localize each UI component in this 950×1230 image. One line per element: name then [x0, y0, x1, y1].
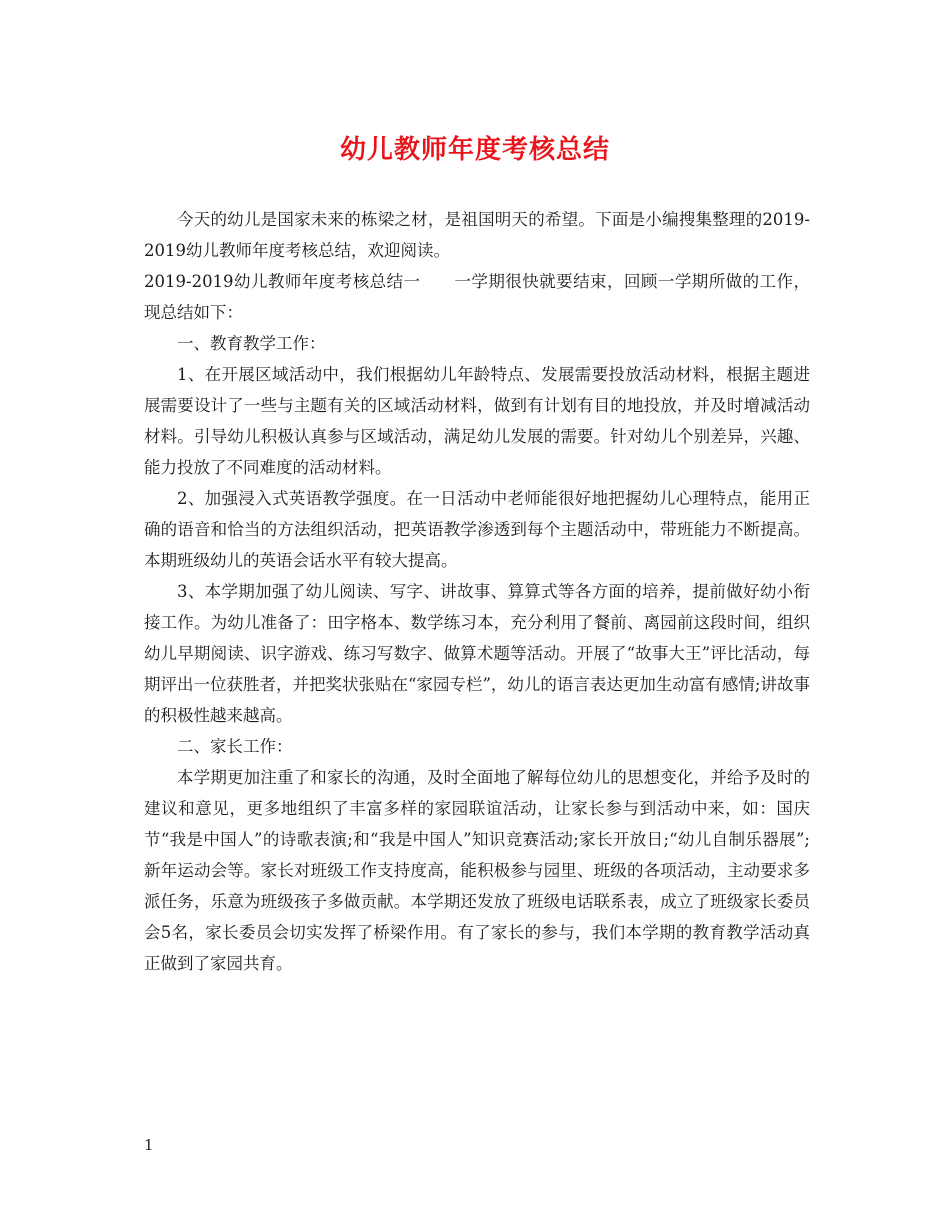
- document-title: 幼儿教师年度考核总结: [339, 135, 610, 165]
- paragraph-item-1: 1、在开展区域活动中，我们根据幼儿年龄特点、发展需要投放活动材料，根据主题进展需要设计了一些与主题有关的区域活动材料，做到有计划有目的地投放，并及时增减活动材料。引导幼儿积极认真参与区域活动，满足幼儿发展的需要。针对幼儿个别差异，兴趣、能力投放了不同难度的活动材料。: [144, 365, 810, 477]
- paragraph-summary-opening: 2019-2019幼儿教师年度考核总结一 一学期很快就要结束，回顾一学期所做的工作，现总结如下：: [144, 272, 810, 322]
- paragraph-intro: 今天的幼儿是国家未来的栋梁之材，是祖国明天的希望。下面是小编搜集整理的2019-2019幼儿教师年度考核总结，欢迎阅读。: [144, 210, 810, 260]
- paragraph-item-3: 3、本学期加强了幼儿阅读、写字、讲故事、算算式等各方面的培养，提前做好幼小衔接工作。为幼儿准备了：田字格本、数学练习本，充分利用了餐前、离园前这段时间，组织幼儿早期阅读、识字游戏、练习写数字、做算术题等活动。开展了“故事大王”评比活动，每期评出一位获胜者，并把奖状张贴在“家园专栏”，幼儿的语言表达更加生动富有感情;讲故事的积极性越来越高。: [144, 582, 810, 725]
- document-body: [144, 204, 810, 979]
- page-number: 1: [144, 1136, 154, 1154]
- section-heading-teaching: 一、教育教学工作：: [177, 334, 326, 353]
- paragraph-item-2: 2、加强浸入式英语教学强度。在一日活动中老师能很好地把握幼儿心理特点，能用正确的语音和恰当的方法组织活动，把英语教学渗透到每个主题活动中，带班能力不断提高。本期班级幼儿的英语会话水平有较大提高。: [144, 489, 810, 570]
- paragraph-parents-work: 本学期更加注重了和家长的沟通，及时全面地了解每位幼儿的思想变化，并给予及时的建议和意见，更多地组织了丰富多样的家园联谊活动，让家长参与到活动中来，如：国庆节“我是中国人”的诗歌表演;和“我是中国人”知识竞赛活动;家长开放日;“幼儿自制乐器展”;新年运动会等。家长对班级工作支持度高，能积极参与园里、班级的各项活动，主动要求多派任务，乐意为班级孩子多做贡献。本学期还发放了班级电话联系表，成立了班级家长委员会5名，家长委员会切实发挥了桥梁作用。有了家长的参与，我们本学期的教育教学活动真正做到了家园共育。: [144, 768, 810, 973]
- section-heading-parents: 二、家长工作：: [177, 737, 293, 756]
